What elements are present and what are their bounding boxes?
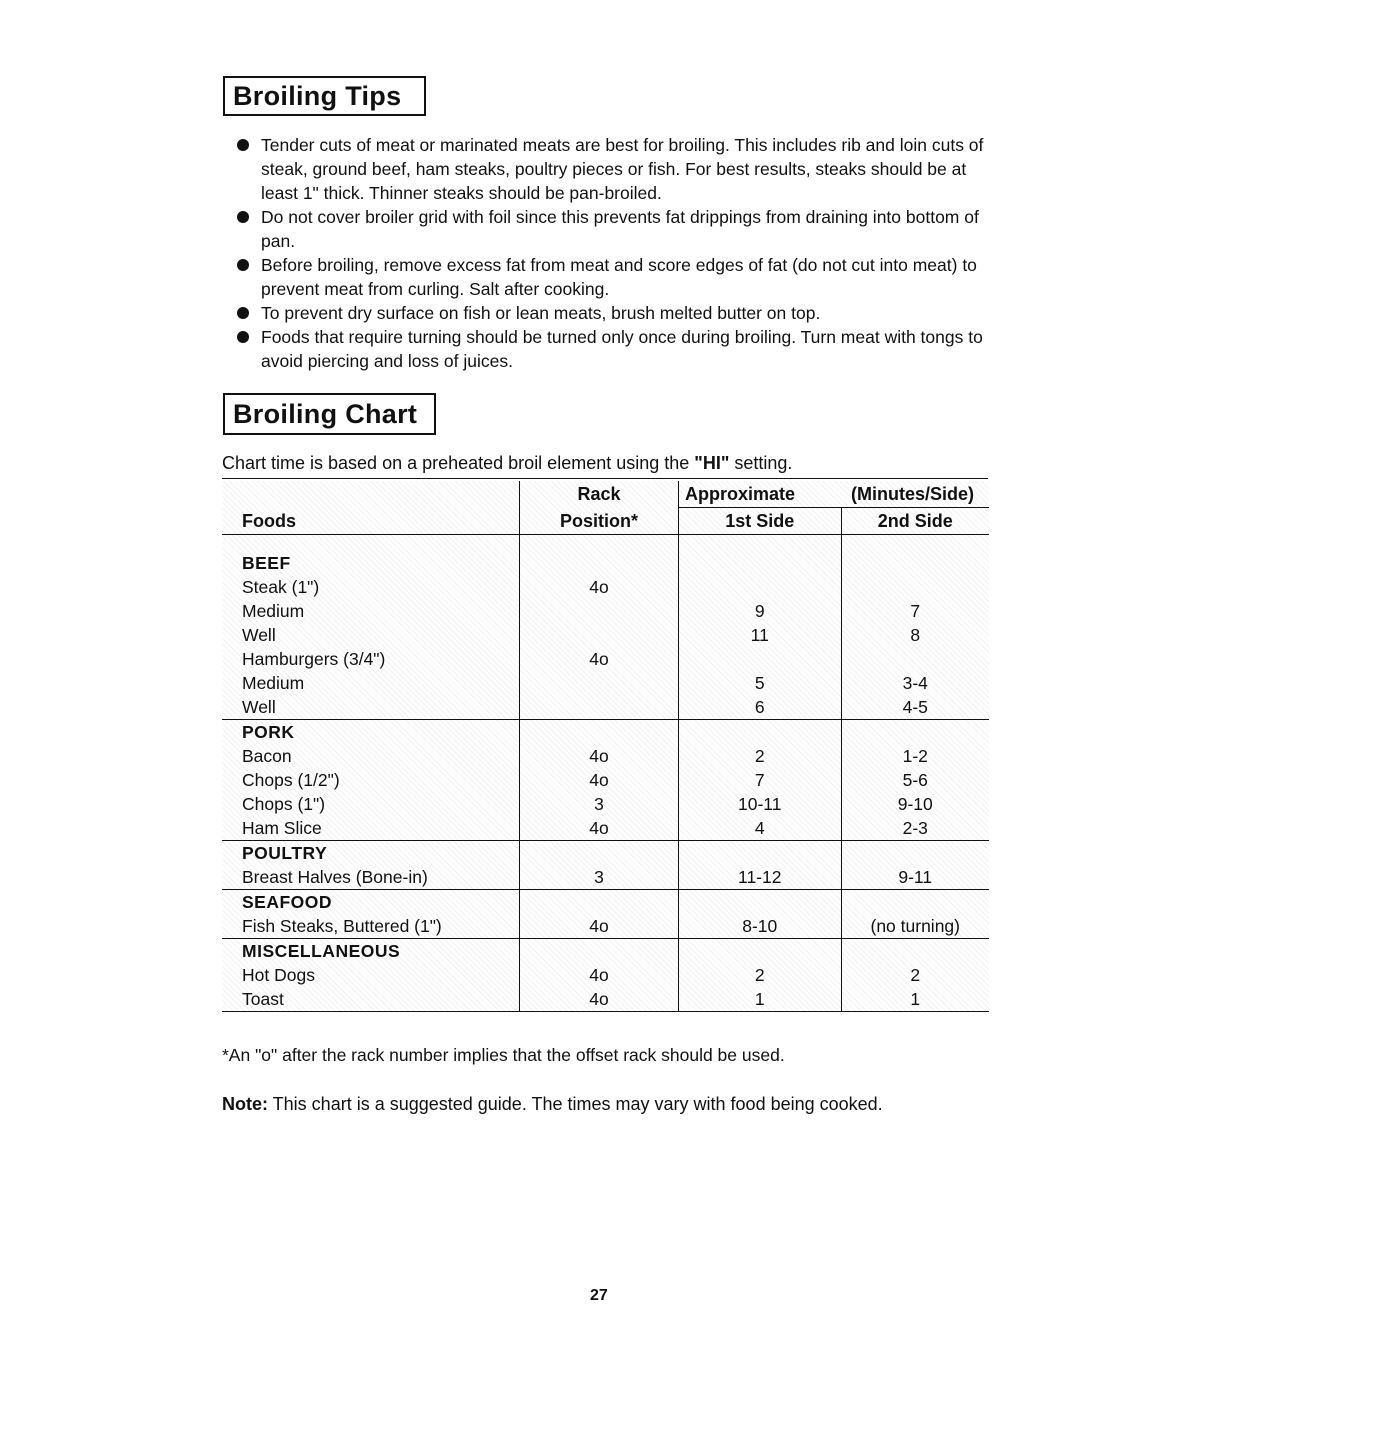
note-text: This chart is a suggested guide. The times may vary with food being cooked. bbox=[268, 1094, 883, 1114]
second-side-cell bbox=[841, 551, 989, 575]
food-cell: Fish Steaks, Buttered (1") bbox=[222, 914, 520, 939]
second-side-cell: 7 bbox=[910, 601, 921, 621]
first-side-cell: 1 bbox=[679, 987, 842, 1012]
first-side-cell: 2 bbox=[679, 744, 842, 768]
second-side-cell: 9-10 bbox=[897, 794, 933, 814]
food-cell: BEEF bbox=[222, 551, 520, 575]
table-row bbox=[222, 695, 989, 720]
food-cell: SEAFOOD bbox=[222, 890, 520, 915]
first-side-cell bbox=[679, 720, 842, 745]
table-row bbox=[222, 939, 989, 964]
rack-footnote: *An "o" after the rack number implies that the offset rack should be used. bbox=[222, 1045, 785, 1065]
rack-cell bbox=[520, 695, 679, 720]
second-side-cell bbox=[841, 575, 989, 599]
food-cell: Toast bbox=[222, 987, 520, 1012]
table-row bbox=[222, 647, 989, 671]
second-side-cell: 1-2 bbox=[902, 746, 928, 766]
intro-setting: "HI" bbox=[694, 453, 730, 473]
rack-cell: 4o bbox=[520, 987, 679, 1012]
first-side-cell bbox=[679, 841, 842, 866]
second-side-cell: 5-6 bbox=[902, 770, 928, 790]
food-cell: POULTRY bbox=[222, 841, 520, 866]
food-cell: Well bbox=[222, 623, 520, 647]
tip-item: Before broiling, remove excess fat from meat and score edges of fat (do not cut into meat) to prevent meat from curling. Salt after cooking. bbox=[237, 253, 997, 301]
rack-cell: 4o bbox=[520, 647, 679, 671]
food-cell: Medium bbox=[222, 599, 520, 623]
first-side-cell bbox=[679, 551, 842, 575]
rack-cell bbox=[520, 720, 679, 745]
second-side-cell bbox=[841, 939, 989, 964]
header-foods-top bbox=[222, 481, 520, 508]
food-cell: MISCELLANEOUS bbox=[222, 939, 520, 964]
table-row bbox=[222, 768, 989, 792]
first-side-cell: 7 bbox=[679, 768, 842, 792]
rack-cell bbox=[520, 890, 679, 915]
second-side-cell bbox=[841, 841, 989, 866]
first-side-cell bbox=[679, 939, 842, 964]
table-header-row bbox=[222, 481, 989, 508]
header-foods: Foods bbox=[222, 508, 520, 535]
table-row bbox=[222, 816, 989, 841]
first-side-cell bbox=[679, 890, 842, 915]
intro-rule bbox=[222, 478, 988, 479]
rack-cell bbox=[520, 671, 679, 695]
rack-cell bbox=[520, 939, 679, 964]
table-header-row bbox=[222, 508, 989, 535]
tip-item: Foods that require turning should be turned only once during broiling. Turn meat with tongs to avoid piercing and loss of juices. bbox=[237, 325, 997, 373]
table-row bbox=[222, 671, 989, 695]
page-number: 27 bbox=[590, 1287, 608, 1304]
broiling-tips-heading: Broiling Tips bbox=[223, 76, 426, 116]
rack-cell: 4o bbox=[520, 575, 679, 599]
second-side-cell bbox=[841, 720, 989, 745]
rack-cell: 4o bbox=[520, 914, 679, 939]
rack-cell: 3 bbox=[520, 865, 679, 890]
tip-item: To prevent dry surface on fish or lean meats, brush melted butter on top. bbox=[237, 301, 997, 325]
tip-item: Do not cover broiler grid with foil since this prevents fat drippings from draining into bottom of pan. bbox=[237, 205, 997, 253]
second-side-cell: 8 bbox=[910, 625, 921, 645]
table-row bbox=[222, 890, 989, 915]
first-side-cell: 5 bbox=[679, 671, 842, 695]
first-side-cell: 10-11 bbox=[679, 792, 842, 816]
rack-cell bbox=[520, 841, 679, 866]
first-side-cell bbox=[679, 575, 842, 599]
header-rack: Rack bbox=[520, 481, 679, 508]
table-row bbox=[222, 987, 989, 1012]
table-row bbox=[222, 963, 989, 987]
second-side-cell: 2-3 bbox=[841, 816, 989, 841]
first-side-cell: 8-10 bbox=[679, 914, 842, 939]
food-cell: Well bbox=[222, 695, 520, 720]
first-side-cell: 2 bbox=[679, 963, 842, 987]
header-position: Position* bbox=[520, 508, 679, 535]
food-cell: Bacon bbox=[222, 744, 520, 768]
food-cell: Ham Slice bbox=[222, 816, 520, 841]
second-side-cell: 4-5 bbox=[841, 695, 989, 720]
table-row bbox=[222, 575, 989, 599]
header-second-side: 2nd Side bbox=[841, 508, 989, 535]
rack-cell: 3 bbox=[520, 792, 679, 816]
first-side-cell: 6 bbox=[679, 695, 842, 720]
broiling-chart-heading: Broiling Chart bbox=[223, 393, 436, 435]
rack-cell bbox=[520, 623, 679, 647]
second-side-cell: 9-11 bbox=[841, 865, 989, 890]
header-minutes-side: (Minutes/Side) bbox=[851, 484, 975, 504]
food-cell: Hamburgers (3/4") bbox=[222, 647, 520, 671]
table-row bbox=[222, 841, 989, 866]
header-approximate: Approximate bbox=[685, 484, 796, 504]
rack-cell: 4o bbox=[520, 744, 679, 768]
second-side-cell: (no turning) bbox=[841, 914, 989, 939]
food-cell: Breast Halves (Bone-in) bbox=[222, 865, 520, 890]
second-side-cell bbox=[841, 647, 989, 671]
food-cell: Hot Dogs bbox=[222, 963, 520, 987]
chart-intro bbox=[222, 453, 792, 474]
spacer-row bbox=[222, 535, 989, 552]
table-row bbox=[222, 914, 989, 939]
table-row bbox=[222, 744, 989, 768]
first-side-cell bbox=[679, 647, 842, 671]
tips-list bbox=[237, 133, 997, 373]
food-cell: Chops (1/2") bbox=[222, 768, 520, 792]
table-row bbox=[222, 623, 989, 647]
food-cell: Chops (1") bbox=[222, 792, 520, 816]
first-side-cell: 9 bbox=[679, 599, 842, 623]
second-side-cell: 1 bbox=[841, 987, 989, 1012]
note-label: Note: bbox=[222, 1094, 268, 1114]
table-body bbox=[222, 535, 989, 1012]
second-side-cell: 3-4 bbox=[902, 673, 928, 693]
food-cell: PORK bbox=[222, 720, 520, 745]
rack-cell bbox=[520, 599, 679, 623]
note bbox=[222, 1094, 883, 1115]
table-row bbox=[222, 599, 989, 623]
first-side-cell: 11-12 bbox=[679, 865, 842, 890]
table-row bbox=[222, 551, 989, 575]
table-row bbox=[222, 792, 989, 816]
header-first-side: 1st Side bbox=[679, 508, 842, 535]
intro-text-before: Chart time is based on a preheated broil element using the bbox=[222, 453, 695, 473]
table-row bbox=[222, 865, 989, 890]
second-side-cell: 2 bbox=[910, 965, 921, 985]
second-side-cell bbox=[841, 890, 989, 915]
rack-cell: 4o bbox=[520, 963, 679, 987]
first-side-cell: 11 bbox=[679, 623, 842, 647]
tip-item: Tender cuts of meat or marinated meats are best for broiling. This includes rib and loin cuts of steak, ground beef, ham steaks, poultry pieces or fish. For best results, steaks should be at least 1" thick. Thinner steaks should be pan-broiled. bbox=[237, 133, 997, 205]
rack-cell: 4o bbox=[520, 768, 679, 792]
rack-cell bbox=[520, 551, 679, 575]
broiling-chart-table bbox=[222, 481, 989, 1012]
first-side-cell: 4 bbox=[679, 816, 842, 841]
table-row bbox=[222, 720, 989, 745]
intro-text-after: setting. bbox=[729, 453, 793, 473]
rack-cell: 4o bbox=[520, 816, 679, 841]
food-cell: Medium bbox=[222, 671, 520, 695]
food-cell: Steak (1") bbox=[222, 575, 520, 599]
